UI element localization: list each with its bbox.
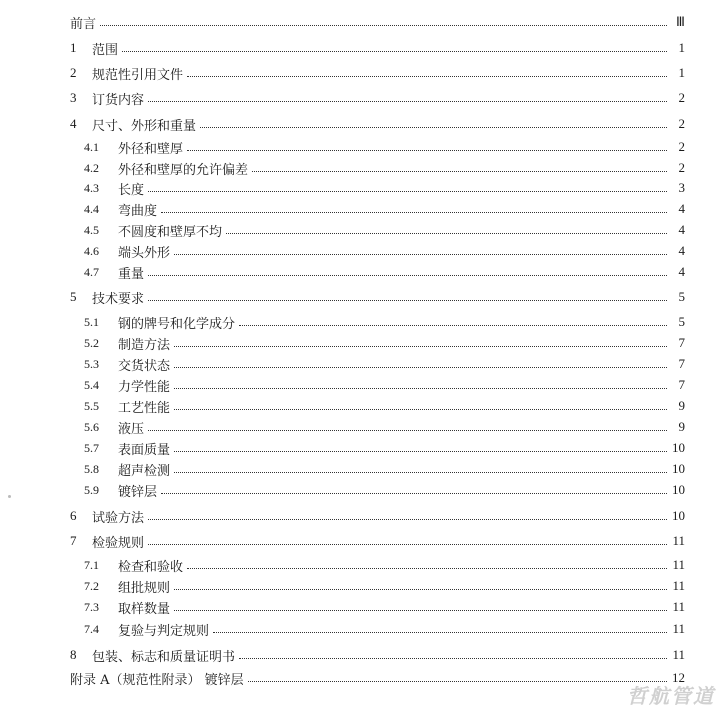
toc-entry-number: 4.5	[84, 222, 99, 237]
dot-leader	[174, 241, 667, 255]
toc-entry-page: 10	[672, 461, 685, 476]
toc-entry-preface[interactable]	[70, 12, 685, 32]
toc-entry[interactable]	[70, 287, 685, 307]
toc-entry-page: 10	[672, 508, 685, 523]
toc-entry-page: 9	[678, 419, 685, 434]
toc-entry[interactable]	[70, 506, 685, 526]
dot-leader	[187, 63, 667, 77]
toc-entry-number: 4.7	[84, 264, 99, 279]
toc-entry[interactable]	[84, 459, 685, 479]
toc-entry-number: 4.1	[84, 139, 99, 154]
toc-entry-page: 3	[678, 180, 685, 195]
toc-entry[interactable]	[70, 38, 685, 58]
toc-entry[interactable]	[84, 333, 685, 353]
toc-entry-title: 包装、标志和质量证明书	[92, 649, 236, 665]
toc-entry-page: 10	[672, 482, 685, 497]
toc-entry[interactable]	[70, 645, 685, 665]
toc-entry-number: 3	[70, 90, 77, 105]
toc-entry-page: 11	[672, 557, 685, 572]
toc-entry[interactable]	[70, 114, 685, 134]
toc-entry-number: 4.2	[84, 160, 99, 175]
toc-entry-title: 交货状态	[118, 358, 171, 374]
toc-entry-title: 范围	[92, 42, 119, 58]
dot-leader	[148, 88, 667, 102]
toc-entry-title: 订货内容	[92, 92, 145, 108]
toc-entry-page: 2	[678, 90, 685, 105]
toc-entry-number: 5	[70, 289, 77, 304]
toc-entry-page: 11	[672, 621, 685, 636]
dot-leader	[148, 262, 667, 276]
toc-entry-number: 4.3	[84, 180, 99, 195]
dot-leader	[226, 220, 667, 234]
toc-entry-title: 前言	[70, 16, 97, 32]
toc-entry[interactable]	[84, 597, 685, 617]
toc-entry[interactable]	[84, 354, 685, 374]
toc-entry-number: 7	[70, 533, 77, 548]
dot-leader	[174, 333, 667, 347]
toc-entry-title: 检验规则	[92, 535, 145, 551]
toc-entry-number: 5.5	[84, 398, 99, 413]
toc-entry[interactable]	[70, 88, 685, 108]
toc-entry-title: 表面质量	[118, 442, 171, 458]
toc-entry-title: 工艺性能	[118, 400, 171, 416]
toc-entry[interactable]	[84, 480, 685, 500]
toc-entry[interactable]	[84, 137, 685, 157]
toc-entry-title: 超声检测	[118, 463, 171, 479]
watermark-logo: 哲航管道	[627, 684, 715, 708]
dot-leader	[174, 354, 667, 368]
toc-entry-title: 试验方法	[92, 510, 145, 526]
toc-entry-page: 5	[678, 314, 685, 329]
toc-entry-number: 5.1	[84, 314, 99, 329]
toc-entry-number: 1	[70, 40, 77, 55]
toc-entry-page: 4	[678, 264, 685, 279]
toc-entry-page: 11	[672, 647, 685, 662]
toc-entry-number: 8	[70, 647, 77, 662]
dot-leader	[161, 480, 667, 494]
toc-entry[interactable]	[84, 375, 685, 395]
dot-leader	[100, 12, 667, 26]
toc-entry-title: 检查和验收	[118, 559, 184, 575]
toc-entry-number: 4.6	[84, 243, 99, 258]
toc-entry-appendix[interactable]	[70, 668, 685, 688]
toc-entry[interactable]	[84, 199, 685, 219]
toc-entry[interactable]	[70, 531, 685, 551]
toc-entry[interactable]	[84, 312, 685, 332]
toc-entry-title: 长度	[118, 182, 145, 198]
toc-entry[interactable]	[84, 262, 685, 282]
toc-entry-page: 7	[678, 335, 685, 350]
toc-entry-title: 取样数量	[118, 601, 171, 617]
dot-leader	[161, 199, 667, 213]
scan-speck	[8, 495, 11, 498]
toc-entry-title: 外径和壁厚的允许偏差	[118, 162, 249, 178]
toc-entry-page: 9	[678, 398, 685, 413]
toc-entry-title: 尺寸、外形和重量	[92, 118, 197, 134]
toc-entry-number: 5.3	[84, 356, 99, 371]
dot-leader	[239, 645, 667, 659]
toc-entry-number: 6	[70, 508, 77, 523]
dot-leader	[174, 597, 667, 611]
toc-entry-page: 10	[672, 440, 685, 455]
toc-entry-title: 制造方法	[118, 337, 171, 353]
toc-entry-page: 11	[672, 599, 685, 614]
toc-entry-page: 2	[678, 160, 685, 175]
toc-entry[interactable]	[84, 576, 685, 596]
dot-leader	[213, 619, 667, 633]
toc-entry-page: 1	[678, 65, 685, 80]
toc-entry-number: 5.4	[84, 377, 99, 392]
dot-leader	[248, 668, 667, 682]
toc-entry-page: 1	[678, 40, 685, 55]
toc-entry-title: 不圆度和壁厚不均	[118, 224, 223, 240]
toc-entry-page: 2	[678, 116, 685, 131]
toc-entry[interactable]	[84, 178, 685, 198]
toc-entry-title: 端头外形	[118, 245, 171, 261]
toc-entry-number: 5.2	[84, 335, 99, 350]
toc-entry-title: 重量	[118, 266, 145, 282]
toc-entry-number: 2	[70, 65, 77, 80]
toc-entry[interactable]	[70, 63, 685, 83]
toc-entry-number: 7.4	[84, 621, 99, 636]
toc-entry-page: 4	[678, 243, 685, 258]
toc-entry-title: 镀锌层	[118, 484, 158, 500]
dot-leader	[174, 396, 667, 410]
toc-entry-title: 弯曲度	[118, 203, 158, 219]
toc-entry[interactable]	[84, 396, 685, 416]
dot-leader	[174, 576, 667, 590]
toc-entry[interactable]	[84, 619, 685, 639]
toc-entry[interactable]	[84, 220, 685, 240]
toc-entry-number: 5.9	[84, 482, 99, 497]
toc-entry[interactable]	[84, 241, 685, 261]
dot-leader	[148, 417, 667, 431]
toc-entry-title: 力学性能	[118, 379, 171, 395]
dot-leader	[148, 287, 667, 301]
toc-entry-page: 4	[678, 201, 685, 216]
toc-entry-number: 7.2	[84, 578, 99, 593]
toc-entry-number: 4.4	[84, 201, 99, 216]
toc-entry-page: 7	[678, 377, 685, 392]
toc-entry-title: 液压	[118, 421, 145, 437]
toc-entry-number: 5.7	[84, 440, 99, 455]
toc-entry-title: 组批规则	[118, 580, 171, 596]
dot-leader	[148, 506, 667, 520]
dot-leader	[200, 114, 667, 128]
toc-entry-page: 11	[672, 578, 685, 593]
toc-entry-number: 7.3	[84, 599, 99, 614]
toc-entry-title: 复验与判定规则	[118, 623, 210, 639]
toc-entry-title: 附录 A（规范性附录） 镀锌层	[70, 672, 244, 688]
toc-entry[interactable]	[84, 158, 685, 178]
toc-entry-number: 5.8	[84, 461, 99, 476]
dot-leader	[187, 137, 667, 151]
dot-leader	[174, 375, 667, 389]
toc-entry[interactable]	[84, 417, 685, 437]
toc-entry-title: 外径和壁厚	[118, 141, 184, 157]
toc-entry-title: 钢的牌号和化学成分	[118, 316, 236, 332]
dot-leader	[122, 38, 667, 52]
dot-leader	[239, 312, 667, 326]
toc-entry-title: 规范性引用文件	[92, 67, 184, 83]
toc-entry-page: 5	[678, 289, 685, 304]
toc-entry-page: Ⅲ	[676, 14, 685, 29]
dot-leader	[187, 555, 667, 569]
toc-entry-page: 2	[678, 139, 685, 154]
toc-entry-number: 5.6	[84, 419, 99, 434]
dot-leader	[148, 531, 667, 545]
toc-entry-page: 11	[672, 533, 685, 548]
toc-entry-page: 7	[678, 356, 685, 371]
dot-leader	[174, 459, 667, 473]
toc-entry-page: 4	[678, 222, 685, 237]
toc-entry-number: 7.1	[84, 557, 99, 572]
toc-entry[interactable]	[84, 555, 685, 575]
toc-entry-title: 技术要求	[92, 291, 145, 307]
toc-entry-page: 12	[672, 670, 685, 685]
dot-leader	[252, 158, 667, 172]
dot-leader	[174, 438, 667, 452]
toc-entry-number: 4	[70, 116, 77, 131]
dot-leader	[148, 178, 667, 192]
toc-entry[interactable]	[84, 438, 685, 458]
